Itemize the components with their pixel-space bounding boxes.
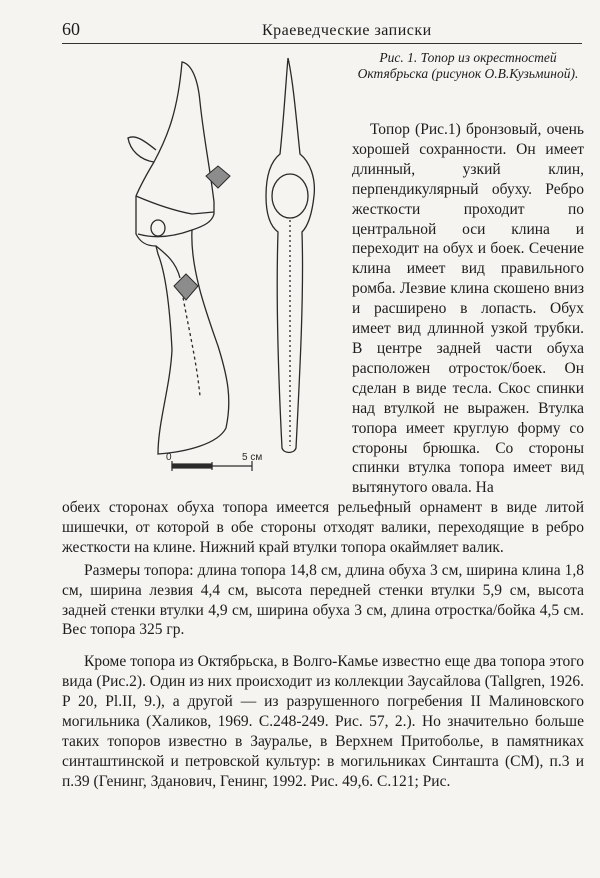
body-text xyxy=(62,498,584,795)
paragraph-description: Топор (Рис.1) бронзовый, очень хорошей сохранности. Он имеет длинный, узкий клин, перпендикулярный обуху. Ребро жесткости проходит по центральной оси клина и переходит на обух и боек. Сечение клина имеет вид правильного ромба. Лезвие клина скошено вниз и расширено в лопасть. Обух имеет вид длинной узкой трубки. В центре задней части обуха расположен отросток/боек. Он сделан в виде тесла. Скос спинки над втулкой не выражен. Втулка топора имеет круглую форму со стороны брюшка. Со стороны спинки втулка топора имеет вид вытянутого овала. На xyxy=(352,121,584,497)
paragraph-analogies: Кроме топора из Октябрьска, в Волго-Камье известно еще два топора этого вида (Рис.2). Один из них происходит из коллекции Заусайлова (Tallgren, 1926. P 20, Pl.II, 9.), а другой — из разрушенного погребения II Малиновского могильника (Халиков, 1969. С.248-249. Рис. 57, 2.). Но значительно больше таких топоров известно в Зауралье, в Верхнем Притоболье, в памятниках синташтинской и петровской культур: в могильниках Синташта (СМ), п.3 и п.39 (Генинг, Зданович, Генинг, 1992. Рис. 49,6. С.121; Рис. xyxy=(62,653,584,790)
page-number: 60 xyxy=(62,19,80,39)
running-title: Краеведческие записки xyxy=(262,22,432,39)
axe-figure xyxy=(100,50,355,480)
header-rule xyxy=(62,43,582,44)
paragraph-continuation: обеих сторонах обуха топора имеется рельефный орнамент в виде литой шишечки, от которой в обе стороны отходят валики, переходящие в ребро жесткости на клине. Нижний край втулки топора окаймляет валик. xyxy=(62,499,584,556)
figure-caption: Рис. 1. Топор из окрестностей Октябрьска (рисунок О.В.Кузьминой). xyxy=(357,50,579,81)
scale-end-label: 5 см xyxy=(242,452,263,463)
page-header xyxy=(62,16,582,40)
paragraph-dimensions: Размеры топора: длина топора 14,8 см, длина обуха 3 см, ширина клина 1,8 см, ширина лезвия 4,4 см, высота передней стенки втулки 5,9 см, высота задней стенки втулки 4,9 см, ширина обуха 3 см, длина отростка/бойка 4,5 см. Вес топора 325 гр. xyxy=(62,561,584,639)
axe-drawing xyxy=(100,50,355,480)
scale-start-label: 0 xyxy=(166,452,172,463)
side-column xyxy=(352,120,584,498)
